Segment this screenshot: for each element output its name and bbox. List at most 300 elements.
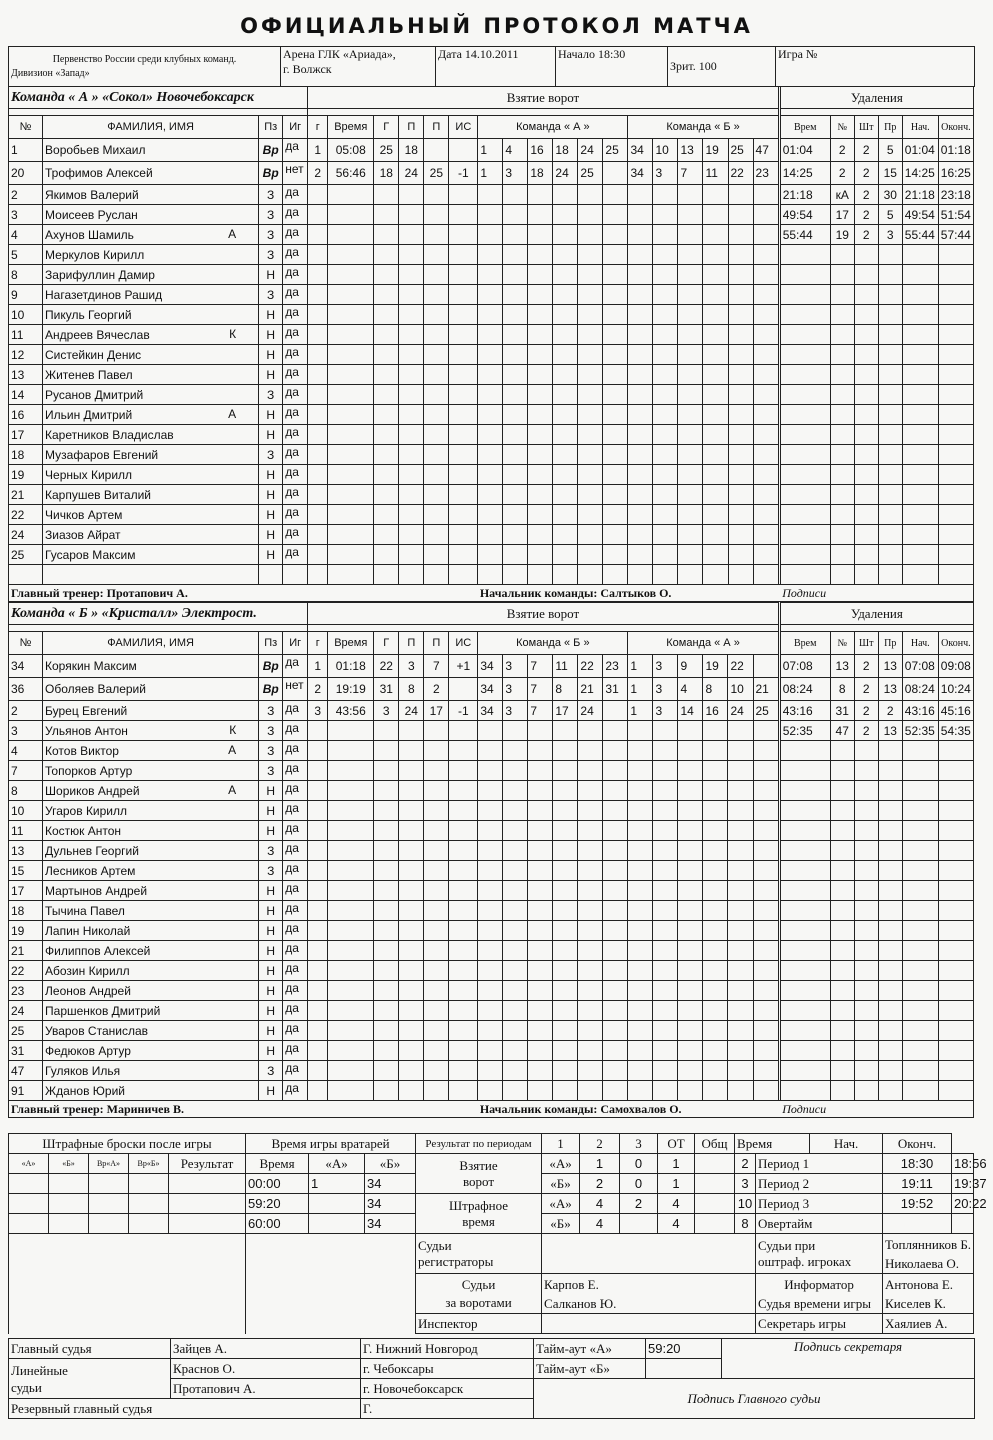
player-played: да xyxy=(283,841,308,861)
goal-empty xyxy=(703,465,728,485)
player-position: Вр xyxy=(259,655,283,678)
reg-judges-names xyxy=(542,1234,756,1274)
player-name: Пикуль Георгий xyxy=(45,307,132,322)
goal-empty xyxy=(528,721,553,741)
goal-empty xyxy=(374,265,399,285)
player-name: Костюк Антон xyxy=(45,823,122,838)
goal-empty xyxy=(678,721,703,741)
goal-empty xyxy=(399,881,424,901)
goal-empty xyxy=(308,781,328,801)
penalty-empty xyxy=(780,325,830,345)
goal-empty xyxy=(678,365,703,385)
goal-empty xyxy=(678,205,703,225)
penalty-start: 14:25 xyxy=(902,162,938,185)
goal-empty xyxy=(628,981,653,1001)
goal-empty xyxy=(678,1061,703,1081)
time-title: Время xyxy=(735,1134,810,1154)
goal-empty xyxy=(308,1041,328,1061)
penalty-min: 2 xyxy=(854,225,878,245)
goal-empty xyxy=(308,525,328,545)
penalty-empty xyxy=(902,941,938,961)
goal-empty xyxy=(424,1001,449,1021)
penbox-judges-label-1: Судьи при xyxy=(758,1237,816,1253)
reg-judges-label-2: регистраторы xyxy=(418,1253,494,1269)
penbox-judges-label-2: оштраф. игроках xyxy=(758,1253,852,1269)
player-position: З xyxy=(259,841,283,861)
player-played: да xyxy=(283,285,308,305)
player-row xyxy=(9,961,974,981)
penalty-empty xyxy=(830,245,854,265)
player-position: З xyxy=(259,185,283,205)
goal-empty xyxy=(503,761,528,781)
player-name-cell xyxy=(43,801,259,821)
goal-empty xyxy=(703,961,728,981)
goal-empty xyxy=(553,721,578,741)
goal-empty xyxy=(578,485,603,505)
goal-g: 31 xyxy=(374,678,399,701)
player-number: 21 xyxy=(9,485,43,505)
goal-empty xyxy=(308,841,328,861)
goal-empty xyxy=(449,841,478,861)
penalty-empty xyxy=(854,941,878,961)
player-row xyxy=(9,525,974,545)
player-row xyxy=(9,185,974,205)
player-row xyxy=(9,901,974,921)
goal-empty xyxy=(653,465,678,485)
player-position: З xyxy=(259,225,283,245)
player-role: А xyxy=(228,227,237,241)
goal-empty xyxy=(653,861,678,881)
player-played: да xyxy=(283,205,308,225)
goal-empty xyxy=(308,305,328,325)
goal-empty xyxy=(503,1041,528,1061)
player-number: 10 xyxy=(9,305,43,325)
goal-opp-player: 16 xyxy=(703,701,728,721)
goal-empty xyxy=(753,1001,778,1021)
player-row xyxy=(9,465,974,485)
goal-empty xyxy=(399,801,424,821)
penalty-empty xyxy=(902,405,938,425)
goal-empty xyxy=(653,345,678,365)
penalty-empty xyxy=(830,485,854,505)
timeout-a-label: Тайм-аут «А» xyxy=(534,1339,646,1359)
goal-empty xyxy=(603,1061,628,1081)
penalty-empty xyxy=(780,545,830,565)
player-name-cell xyxy=(43,565,259,585)
pim-b-p3: 4 xyxy=(658,1214,695,1234)
goal-empty xyxy=(703,801,728,821)
player-position: Н xyxy=(259,941,283,961)
goal-empty xyxy=(424,505,449,525)
goal-empty xyxy=(703,305,728,325)
penalty-empty xyxy=(938,901,973,921)
goal-empty xyxy=(578,285,603,305)
player-number: 10 xyxy=(9,801,43,821)
goal-empty xyxy=(308,265,328,285)
player-position: Н xyxy=(259,981,283,1001)
penalty-empty xyxy=(878,881,902,901)
inspector-name xyxy=(542,1314,756,1334)
penalty-empty xyxy=(854,1001,878,1021)
secretary-signature: Подпись секретаря xyxy=(722,1339,975,1379)
goal-judges-label xyxy=(416,1274,542,1314)
period-3-end: 20:22 xyxy=(952,1194,974,1214)
goal-empty xyxy=(503,821,528,841)
player-row xyxy=(9,781,974,801)
penalty-start: 21:18 xyxy=(902,185,938,205)
penalty-empty xyxy=(830,345,854,365)
goal-empty xyxy=(528,1001,553,1021)
teamA-col-time: Время xyxy=(328,116,374,139)
player-row xyxy=(9,225,974,245)
goal-empty xyxy=(703,525,728,545)
goal-empty xyxy=(728,465,753,485)
penalty-empty xyxy=(938,445,973,465)
goal-empty xyxy=(308,741,328,761)
shootout-col-result: Результат xyxy=(169,1154,246,1174)
goal-empty xyxy=(328,265,374,285)
gk-col-a: «А» xyxy=(309,1154,365,1174)
start-header: Нач. xyxy=(810,1134,883,1154)
goal-opp-player: 10 xyxy=(728,678,753,701)
goal-empty xyxy=(553,345,578,365)
goal-empty xyxy=(449,185,478,205)
period-2-header: 2 xyxy=(580,1134,620,1154)
goal-empty xyxy=(374,445,399,465)
player-number: 4 xyxy=(9,741,43,761)
penalty-empty xyxy=(878,285,902,305)
goal-empty xyxy=(603,761,628,781)
goal-empty xyxy=(678,981,703,1001)
player-row xyxy=(9,761,974,781)
goal-empty xyxy=(553,425,578,445)
penalty-empty xyxy=(830,505,854,525)
gk-row-3-time: 60:00 xyxy=(246,1214,309,1234)
goal-opp-player: 34 xyxy=(628,162,653,185)
goal-empty xyxy=(603,741,628,761)
penalty-empty xyxy=(854,861,878,881)
goal-empty xyxy=(424,1081,449,1101)
goal-empty xyxy=(478,285,503,305)
player-row xyxy=(9,445,974,465)
goal-empty xyxy=(578,1061,603,1081)
game-summary xyxy=(8,1133,987,1334)
goal-empty xyxy=(628,881,653,901)
goal-empty xyxy=(478,1081,503,1101)
goal-empty xyxy=(449,225,478,245)
goal-empty xyxy=(628,325,653,345)
goal-empty xyxy=(528,425,553,445)
goal-empty xyxy=(678,781,703,801)
goal-empty xyxy=(478,325,503,345)
goals-label-1: Взятие xyxy=(459,1157,498,1173)
teamB-col-P1: П xyxy=(399,632,424,655)
penalty-empty xyxy=(854,425,878,445)
shootout-col-b: «Б» xyxy=(49,1154,89,1174)
goal-empty xyxy=(703,1021,728,1041)
goal-empty xyxy=(578,405,603,425)
player-row xyxy=(9,245,974,265)
goal-empty xyxy=(553,901,578,921)
goal-empty xyxy=(703,781,728,801)
goal-empty xyxy=(653,781,678,801)
secretary-name: Хаялиев А. xyxy=(883,1314,974,1334)
player-row xyxy=(9,655,974,678)
goal-empty xyxy=(503,901,528,921)
goal-empty xyxy=(578,465,603,485)
goal-empty xyxy=(399,741,424,761)
goal-empty xyxy=(753,721,778,741)
penalty-empty xyxy=(902,525,938,545)
teamB-team-title: Команда « Б » «Кристалл» Электрост. xyxy=(9,603,308,625)
goal-empty xyxy=(424,225,449,245)
goal-empty xyxy=(399,1081,424,1101)
goal-empty xyxy=(449,505,478,525)
goal-empty xyxy=(308,1061,328,1081)
goal-empty xyxy=(728,325,753,345)
goal-empty xyxy=(374,841,399,861)
teamA-col-IS: ИС xyxy=(449,116,478,139)
penalty-empty xyxy=(902,981,938,1001)
goal-empty xyxy=(678,901,703,921)
goal-own-player: 3 xyxy=(503,678,528,701)
penalty-empty xyxy=(854,1041,878,1061)
penalty-start: 43:16 xyxy=(902,701,938,721)
period-2-name: Период 2 xyxy=(756,1174,883,1194)
goal-empty xyxy=(328,1001,374,1021)
player-row xyxy=(9,1081,974,1101)
goal-empty xyxy=(703,821,728,841)
goal-empty xyxy=(653,961,678,981)
player-number: 36 xyxy=(9,678,43,701)
goal-empty xyxy=(328,365,374,385)
player-number: 23 xyxy=(9,981,43,1001)
penalty-no: 8 xyxy=(830,678,854,701)
goal-empty xyxy=(528,225,553,245)
goal-empty xyxy=(449,305,478,325)
goal-empty xyxy=(703,841,728,861)
penalty-empty xyxy=(938,325,973,345)
player-played: да xyxy=(283,505,308,525)
goal-empty xyxy=(424,981,449,1001)
penalty-empty xyxy=(878,445,902,465)
goal-empty xyxy=(653,881,678,901)
goal-own-player: 8 xyxy=(553,678,578,701)
player-played: да xyxy=(283,761,308,781)
linesmen-label-2: судьи xyxy=(11,1379,42,1395)
goals-b-p1: 2 xyxy=(580,1174,620,1194)
goal-empty xyxy=(424,245,449,265)
goals-a-total: 2 xyxy=(735,1154,756,1174)
player-position: З xyxy=(259,285,283,305)
player-played xyxy=(283,565,308,585)
player-played: да xyxy=(283,345,308,365)
penalty-empty xyxy=(780,1001,830,1021)
penalty-empty xyxy=(830,941,854,961)
penalty-empty xyxy=(938,941,973,961)
goal-empty xyxy=(703,345,728,365)
penalty-end: 51:54 xyxy=(938,205,973,225)
penalty-empty xyxy=(902,565,938,585)
goal-opp-player: 3 xyxy=(653,162,678,185)
goal-empty xyxy=(328,801,374,821)
goal-empty xyxy=(528,821,553,841)
penalty-empty xyxy=(878,385,902,405)
goal-empty xyxy=(424,185,449,205)
goal-empty xyxy=(449,1061,478,1081)
spectators: Зрит. 100 xyxy=(668,47,776,87)
goal-empty xyxy=(653,1021,678,1041)
penalty-empty xyxy=(938,245,973,265)
goal-empty xyxy=(628,385,653,405)
player-position: З xyxy=(259,1061,283,1081)
overtime-name: Овертайм xyxy=(756,1214,883,1234)
goal-empty xyxy=(578,881,603,901)
goal-empty xyxy=(399,205,424,225)
head-ref-label: Главный судья xyxy=(9,1339,171,1359)
teamA-col-pen-time: Врем xyxy=(780,116,830,139)
penalty-empty xyxy=(830,285,854,305)
goal-empty xyxy=(308,385,328,405)
player-role: А xyxy=(228,783,237,797)
goal-empty xyxy=(703,981,728,1001)
goal-empty xyxy=(478,245,503,265)
arena-line1: Арена ГЛК «Ариада», xyxy=(283,47,396,61)
goal-empty xyxy=(678,385,703,405)
goal-empty xyxy=(528,881,553,901)
goal-empty xyxy=(578,425,603,445)
goal-empty xyxy=(678,841,703,861)
goal-empty xyxy=(753,741,778,761)
goal-empty xyxy=(478,185,503,205)
goal-empty xyxy=(528,365,553,385)
penalty-start: 49:54 xyxy=(902,205,938,225)
goal-empty xyxy=(424,761,449,781)
penalty-empty xyxy=(938,285,973,305)
teamA-col-pen-start: Нач. xyxy=(902,116,938,139)
goal-opp-player: 9 xyxy=(678,655,703,678)
goal-opp-player: 25 xyxy=(753,701,778,721)
penalty-empty xyxy=(902,545,938,565)
goal-judges-label-2: за воротами xyxy=(445,1294,512,1310)
goal-empty xyxy=(578,901,603,921)
goal-empty xyxy=(449,1041,478,1061)
goal-empty xyxy=(424,861,449,881)
goal-empty xyxy=(753,801,778,821)
teamA-spacer xyxy=(9,109,308,116)
penalty-empty xyxy=(780,425,830,445)
penalty-empty xyxy=(830,305,854,325)
goal-empty xyxy=(703,1041,728,1061)
goal-empty xyxy=(603,1021,628,1041)
player-name: Тычина Павел xyxy=(45,903,125,918)
player-position: Н xyxy=(259,545,283,565)
penalty-empty xyxy=(780,921,830,941)
goal-empty xyxy=(308,225,328,245)
goal-empty xyxy=(753,245,778,265)
player-number: 3 xyxy=(9,205,43,225)
goal-empty xyxy=(553,485,578,505)
player-name-cell xyxy=(43,205,259,225)
teamA-penalties-title: Удаления xyxy=(780,87,973,109)
goal-empty xyxy=(399,385,424,405)
player-position: Н xyxy=(259,345,283,365)
player-position: Н xyxy=(259,961,283,981)
goal-empty xyxy=(308,861,328,881)
goal-empty xyxy=(399,901,424,921)
player-role: К xyxy=(229,327,237,341)
goal-empty xyxy=(578,505,603,525)
penalty-empty xyxy=(830,1021,854,1041)
penalty-empty xyxy=(938,921,973,941)
player-name-cell xyxy=(43,345,259,365)
penalty-empty xyxy=(780,265,830,285)
goal-empty xyxy=(528,1081,553,1101)
player-position: Н xyxy=(259,801,283,821)
goal-empty xyxy=(603,565,628,585)
penalty-empty xyxy=(830,981,854,1001)
penalty-empty xyxy=(878,941,902,961)
goal-empty xyxy=(553,941,578,961)
penalty-empty xyxy=(830,1061,854,1081)
goal-empty xyxy=(503,385,528,405)
player-name-cell xyxy=(43,1021,259,1041)
goal-empty xyxy=(374,821,399,841)
goal-empty xyxy=(503,981,528,1001)
goal-empty xyxy=(374,485,399,505)
goal-empty xyxy=(308,1021,328,1041)
goal-opp-player: 22 xyxy=(728,162,753,185)
goal-is xyxy=(449,678,478,701)
penalty-empty xyxy=(902,305,938,325)
goal-empty xyxy=(503,485,528,505)
player-position: Н xyxy=(259,881,283,901)
goal-empty xyxy=(399,981,424,1001)
goal-empty xyxy=(528,1061,553,1081)
player-name-cell xyxy=(43,861,259,881)
goal-empty xyxy=(653,801,678,821)
penalty-empty xyxy=(878,345,902,365)
goal-empty xyxy=(478,205,503,225)
penalty-empty xyxy=(878,861,902,881)
player-number: 17 xyxy=(9,425,43,445)
goal-empty xyxy=(328,405,374,425)
player-number: 15 xyxy=(9,861,43,881)
goal-empty xyxy=(603,285,628,305)
goal-empty xyxy=(424,445,449,465)
goal-empty xyxy=(553,245,578,265)
goal-empty xyxy=(399,265,424,285)
goal-opp-player: 4 xyxy=(678,678,703,701)
goal-empty xyxy=(653,225,678,245)
player-row xyxy=(9,162,974,185)
goal-opp-player: 10 xyxy=(653,139,678,162)
goal-empty xyxy=(399,921,424,941)
goal-own-player: 7 xyxy=(528,655,553,678)
player-played: нет xyxy=(283,162,308,185)
player-name-cell xyxy=(43,365,259,385)
goal-empty xyxy=(628,485,653,505)
goal-empty xyxy=(703,205,728,225)
goal-empty xyxy=(678,525,703,545)
goal-empty xyxy=(503,305,528,325)
player-name-cell xyxy=(43,185,259,205)
goal-empty xyxy=(553,801,578,821)
player-name-cell xyxy=(43,385,259,405)
teamA-col-P2: П xyxy=(424,116,449,139)
goal-empty xyxy=(603,345,628,365)
goal-empty xyxy=(553,1021,578,1041)
